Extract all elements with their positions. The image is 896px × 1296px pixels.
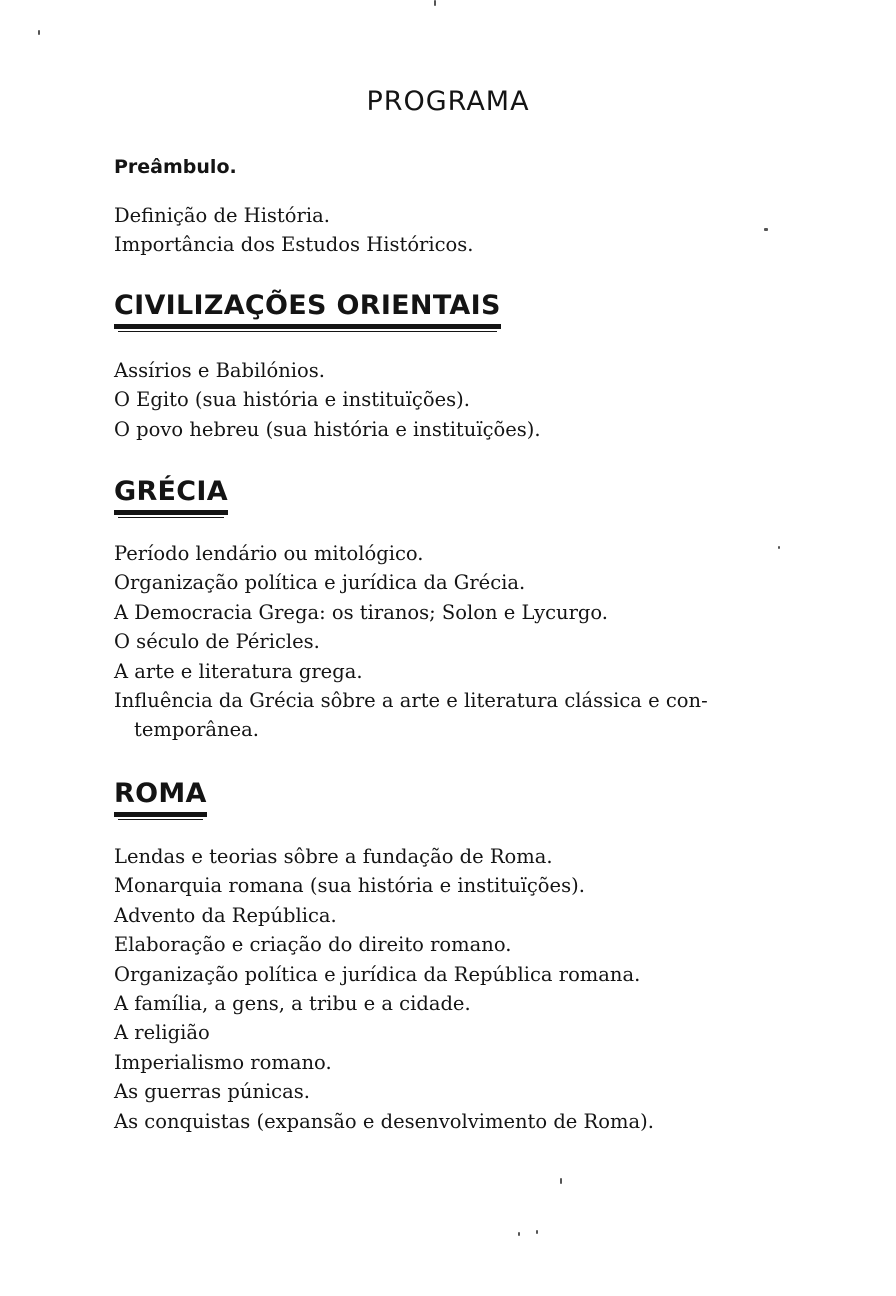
heading-rule [118,517,224,518]
scan-speck [536,1230,538,1234]
list-item: A religião [114,1021,210,1045]
scan-speck [560,1178,562,1184]
heading-rule [114,812,207,817]
heading-rule [114,510,228,515]
list-item: Monarquia romana (sua história e instituïções). [114,874,585,898]
list-item: Período lendário ou mitológico. [114,542,424,565]
list-item: Advento da República. [114,903,337,927]
scan-speck [518,1232,520,1236]
list-item-continuation: temporânea. [134,718,259,742]
list-item: Imperialismo romano. [114,1050,332,1074]
list-item: Assírios e Babilónios. [114,359,325,382]
section-heading-label: CIVILIZAÇÕES ORIENTAIS [114,290,501,321]
list-item: Organização política e jurídica da Grécia. [114,571,526,595]
section-list-grecia [114,539,794,745]
list-item: O Egito (sua história e instituïções). [114,388,470,412]
list-item: O século de Péricles. [114,630,320,654]
list-item: A Democracia Grega: os tiranos; Solon e Lycurgo. [114,600,608,624]
list-item: A arte e literatura grega. [114,659,363,683]
preamble-list [114,201,794,260]
preamble-heading: Preâmbulo. [114,156,237,178]
heading-rule [114,324,501,329]
section-heading-roma [114,778,207,820]
heading-rule [118,819,203,820]
list-item: O povo hebreu (sua história e instituïções). [114,417,541,441]
heading-rule [118,331,497,332]
list-item: Organização política e jurídica da República romana. [114,962,641,986]
section-heading-civilizacoes-orientais [114,290,501,332]
list-item: Elaboração e criação do direito romano. [114,933,512,957]
section-list-roma [114,842,794,1136]
list-item: As guerras púnicas. [114,1080,310,1104]
list-item: Definição de História. [114,204,330,227]
section-heading-label: ROMA [114,778,207,809]
list-item: Importância dos Estudos Históricos. [114,233,474,257]
section-list-civilizacoes-orientais [114,356,794,444]
scan-speck [434,0,436,6]
list-item: Influência da Grécia sôbre a arte e literatura clássica e con- [114,688,708,712]
list-item: Lendas e teorias sôbre a fundação de Roma. [114,845,553,868]
section-heading-grecia [114,476,228,518]
page-title: PROGRAMA [366,86,530,117]
section-heading-label: GRÉCIA [114,476,228,507]
scan-speck [38,30,40,35]
list-item: As conquistas (expansão e desenvolvimento de Roma). [114,1109,654,1133]
list-item: A família, a gens, a tribu e a cidade. [114,991,471,1015]
